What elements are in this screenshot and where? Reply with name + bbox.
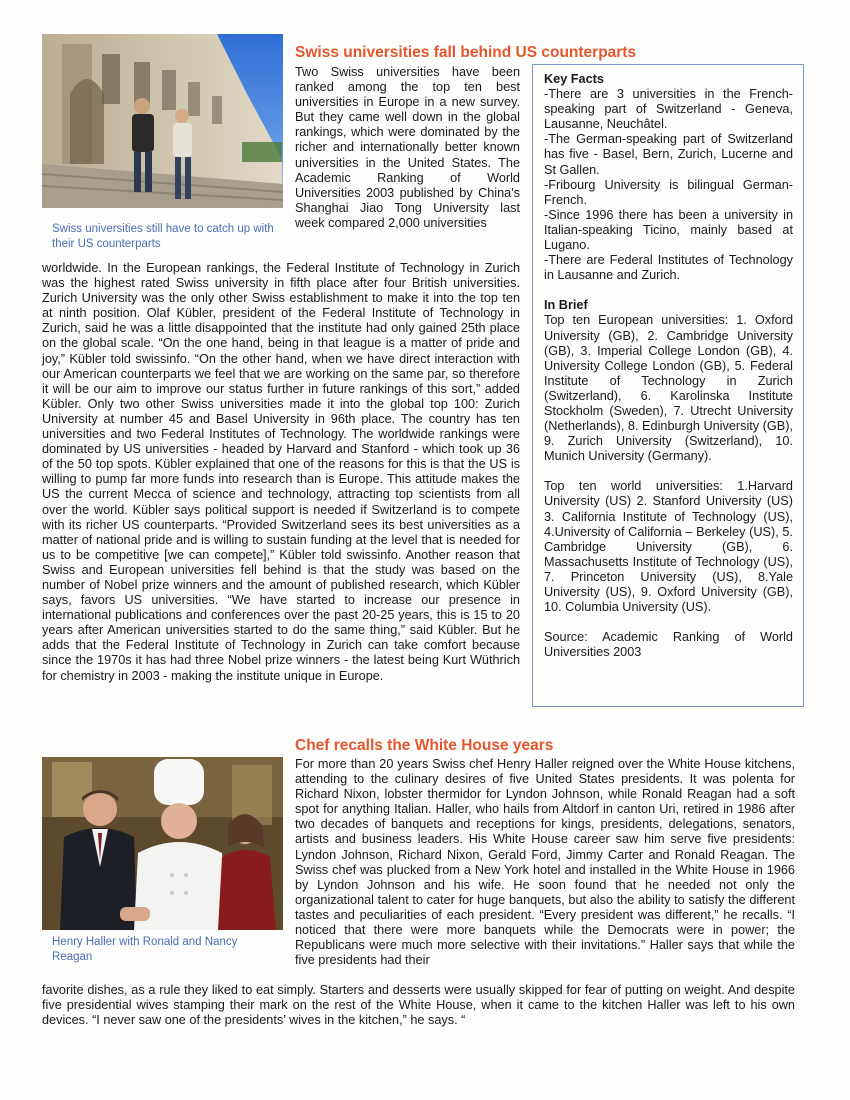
article1-body-text: worldwide. In the European rankings, the Federal Institute of Technology in Zurich was the highest rated Swiss university in fifth place after four British universities. Zurich University was the only other Swiss establishment to make it into the top ten at ninth position. Olaf Kübler, president of the Federal Institute of Technology in Zurich, said he was a little disappointed that the institute had only gained 25th place on the global scale. “On the one hand, being in that league is a matter of pride and joy,” Kübler told swissinfo. “On the other hand, when we have direct interaction with our American counterparts we feel that we are working on the same par, so therefore it will be our aim to improve our status further in future rankings of this sort,” added Kübler. Only two other Swiss universities made it into the global top 100: Zurich University at number 45 and Basel University in 96th place. The country has ten universities and two Federal Institutes of Technology. The worldwide rankings were dominated by US universities - headed by Harvard and Stanford - which took up 36 of the 50 top spots. Kübler explained that one of the reasons for this is that the US is willing to pump far more funds into research than is Europe. This attitude makes the US the current Mecca of science and technology, attracting top scientists from all over the world. Kübler says political support is needed if Switzerland is to compete with its richer US counterparts. “Provided Switzerland sees its best universities as a matter of national pride and is willing to sustain funding at the level that is needed for us to be competitive [we can compete],” Kübler told swissinfo. Another reason that Swiss and European universities fell behind is that the study was based on the number of Nobel prize winners and the amount of published research, which Kübler says, favors US universities. “We have started to increase our presence in international publications and conferences over the past 20-25 years, this is 15 to 20 years after American universities started to do the same thing,” said Kübler. But he adds that the Federal Institute of Technology in Zurich can take comfort because since the 1970s it has had three Nobel prize winners - the latest being Kurt Wüthrich for chemistry in 2003 - making the institute unique in Europe. — [42, 261, 520, 683]
key-fact-item: -Fribourg University is bilingual German-French. — [544, 177, 793, 207]
article2-body-text: favorite dishes, as a rule they liked to eat simply. Starters and desserts were usually skipped for fear of putting on weight. And despite five presidential wives stamping their mark on the rest of the White House, when it came to the kitchen Haller was left to his own devices. “I never saw one of the presidents’ wives in the kitchen,” he says. “ — [42, 983, 795, 1028]
key-fact-item: -Since 1996 there has been a university in Italian-speaking Ticino, mainly based at Lugano. — [544, 207, 793, 253]
article2-intro-text: For more than 20 years Swiss chef Henry Haller reigned over the White House kitchens, attending to the culinary desires of five United States presidents. It was polenta for Richard Nixon, lobster thermidor for Lyndon Johnson, while Ronald Reagan had a soft spot for anything Italian. Haller, who hails from Altdorf in canton Uri, retired in 1986 after two decades of banquets and receptions for kings, presidents, delegations, senators, artists and business leaders. His White House career saw him serve five presidents: Lyndon Johnson, Richard Nixon, Gerald Ford, Jimmy Carter and Ronald Reagan. The Swiss chef was plucked from a New York hotel and installed in the White House in 1966 by Lyndon Johnson and his wife. He soon found that he needed not only the organizational talent to cater for huge banquets, but also the ability to satisfy the different tastes and peculiarities of each president. “Every president was different,” he recalls. “I noticed that there were more banquets while the Democrats were in power; the Republicans were much more selective with their invitations.” Haller says that while the five presidents had their — [295, 757, 795, 968]
world-top-ten: Top ten world universities: 1.Harvard University (US) 2. Stanford University (US) 3. California Institute of Technology (US), 4.University of California – Berkeley (US), 5. Cambridge University (GB), 6. Massachusetts Institute of Technology (US), 7. Princeton University (US), 8.Yale University (US), 9. Oxford University (GB), 10. Columbia University (US). — [544, 479, 793, 615]
key-fact-item: -There are 3 universities in the French-speaking part of Switzerland - Geneva, Lausanne, Neuchâtel. — [544, 87, 793, 132]
article1-headline: Swiss universities fall behind US counterparts — [295, 44, 637, 61]
facts-sidebar — [532, 64, 804, 707]
european-top-ten: Top ten European universities: 1. Oxford University (GB), 2. Cambridge University (GB), 3. Imperial College London (GB), 4. University College London (GB), 5. Federal Institute of Technology in Zurich (Switzerland), 6. Karolinska Institute Stockholm (Sweden), 7. Utrecht University (Netherlands), 8. Edinburgh University (GB), 9. Zurich University (Switzerland), 10. Munich University (Germany). — [544, 313, 793, 464]
key-fact-item: -There are Federal Institutes of Technology in Lausanne and Zurich. — [544, 253, 793, 283]
key-facts-heading: Key Facts — [544, 72, 604, 86]
key-fact-item: -The German-speaking part of Switzerland has five - Basel, Bern, Zurich, Lucerne and St Gallen. — [544, 132, 793, 177]
university-photo — [42, 34, 283, 208]
article2-headline: Chef recalls the White House years — [295, 737, 554, 754]
chef-photo — [42, 757, 283, 930]
in-brief-heading: In Brief — [544, 298, 588, 313]
university-photo-caption: Swiss universities still have to catch up with their US counterparts — [52, 223, 274, 250]
chef-photo-caption: Henry Haller with Ronald and Nancy Reagan — [52, 936, 238, 963]
sidebar-source: Source: Academic Ranking of World Universities 2003 — [544, 630, 793, 660]
article1-intro-text: Two Swiss universities have been ranked among the top ten best universities in Europe in a new survey. But they came well down in the global rankings, which were dominated by the richer and internationally better known universities in the United States. The Academic Ranking of World Universities 2003 published by China's Shanghai Jiao Tong University last week compared 2,000 universities — [295, 65, 520, 230]
